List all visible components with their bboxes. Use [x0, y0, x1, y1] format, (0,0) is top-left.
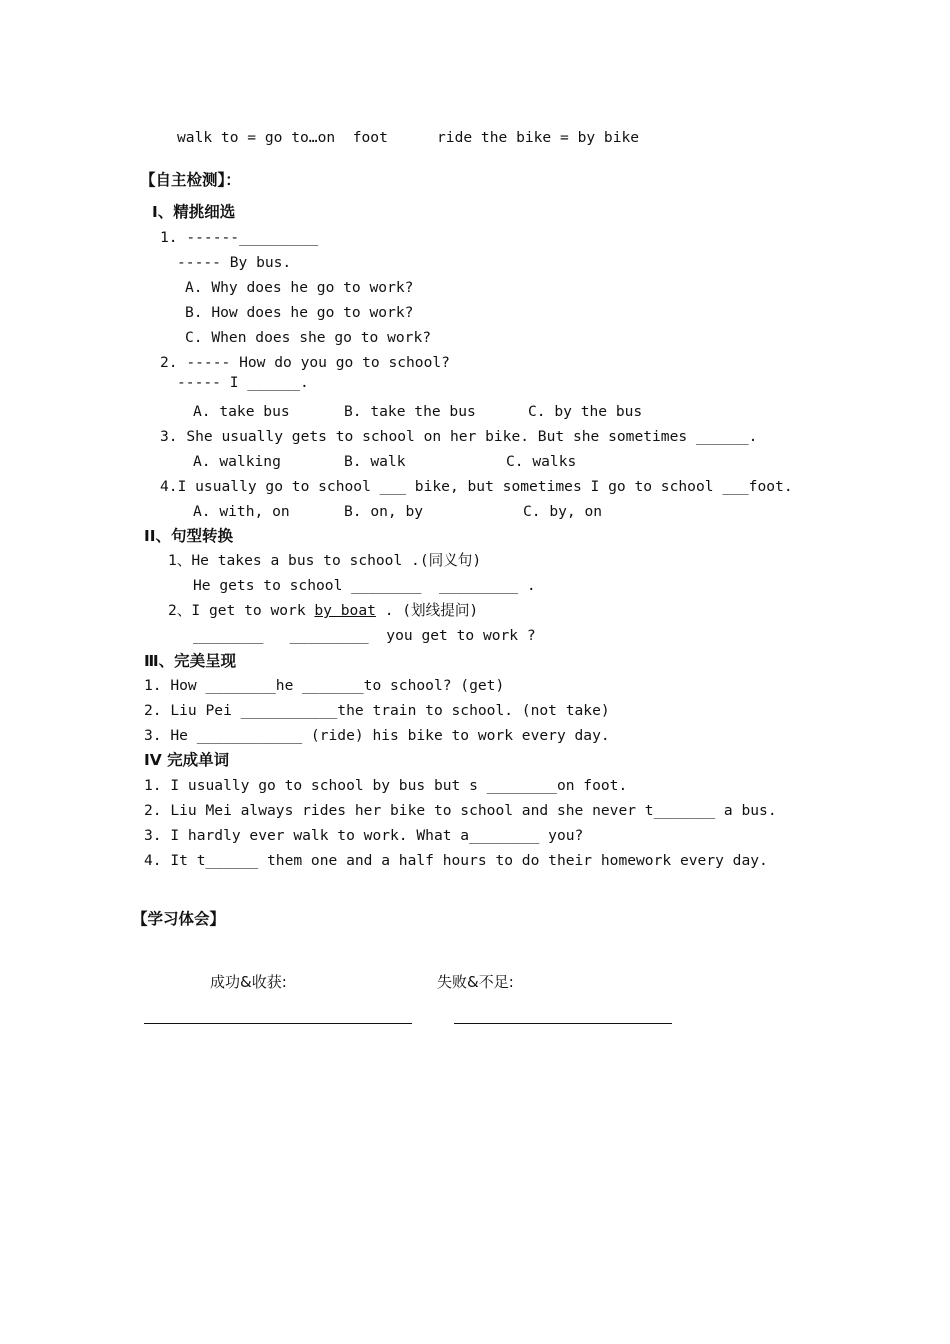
q2-answer-line: ----- I ______. — [177, 374, 309, 391]
intro-walk-rule: walk to = go to…on foot — [177, 129, 388, 146]
q3-option-b: B. walk — [344, 453, 406, 470]
q1-answer-line: ----- By bus. — [177, 254, 292, 271]
part3-item-2: 2. Liu Pei ___________the train to school. (not take) — [144, 702, 610, 719]
s2-before-text: 2、I get to work — [168, 602, 315, 619]
q3-option-c: C. walks — [506, 453, 577, 470]
q1-option-c: C. When does she go to work? — [185, 329, 432, 346]
q4-option-b: B. on, by — [344, 503, 424, 520]
intro-bike-rule: ride the bike = by bike — [437, 129, 640, 146]
q2-option-a: A. take bus — [193, 403, 290, 420]
part3-item-3: 3. He ____________ (ride) his bike to work every day. — [144, 727, 610, 744]
part4-heading: IV 完成单词 — [144, 751, 230, 769]
q4-option-a: A. with, on — [193, 503, 290, 520]
success-writing-line — [144, 1023, 412, 1024]
q2-option-b: B. take the bus — [344, 403, 476, 420]
q1-option-b: B. How does he go to work? — [185, 304, 414, 321]
part3-item-1: 1. How ________he _______to school? (get) — [144, 677, 505, 694]
q3-stem: 3. She usually gets to school on her bike. But she sometimes ______. — [160, 428, 758, 445]
q4-option-c: C. by, on — [523, 503, 603, 520]
s2-original-sentence — [168, 602, 478, 620]
q2-option-c: C. by the bus — [528, 403, 643, 420]
part1-heading: I、精挑细选 — [152, 203, 236, 221]
q3-option-a: A. walking — [193, 453, 281, 470]
s1-blank-line: He gets to school ________ _________ . — [193, 577, 536, 594]
failure-label: 失败&不足: — [437, 973, 514, 991]
q1-option-a: A. Why does he go to work? — [185, 279, 414, 296]
success-label: 成功&收获: — [210, 973, 287, 991]
q1-stem: 1. ------_________ — [160, 229, 319, 246]
part3-heading: Ⅲ、完美呈现 — [144, 652, 237, 670]
s2-underlined-phrase: by boat — [314, 602, 376, 619]
s1-original-sentence: 1、He takes a bus to school .(同义句) — [168, 552, 482, 569]
section-self-check-heading: 【自主检测】： — [140, 171, 241, 189]
part4-item-4: 4. It t______ them one and a half hours to do their homework every day. — [144, 852, 768, 869]
failure-writing-line — [454, 1023, 672, 1024]
part4-item-3: 3. I hardly ever walk to work. What a________ you? — [144, 827, 584, 844]
s2-blank-line: ________ _________ you get to work ? — [193, 627, 536, 644]
part4-item-2: 2. Liu Mei always rides her bike to school and she never t_______ a bus. — [144, 802, 777, 819]
part2-heading: II、句型转换 — [144, 527, 234, 545]
s2-after-text: . (划线提问) — [375, 602, 479, 619]
reflection-heading: 【学习体会】 — [132, 910, 226, 928]
q2-stem: 2. ----- How do you go to school? — [160, 354, 450, 371]
part4-item-1: 1. I usually go to school by bus but s ________on foot. — [144, 777, 628, 794]
q4-stem: 4.I usually go to school ___ bike, but sometimes I go to school ___foot. — [160, 478, 793, 495]
